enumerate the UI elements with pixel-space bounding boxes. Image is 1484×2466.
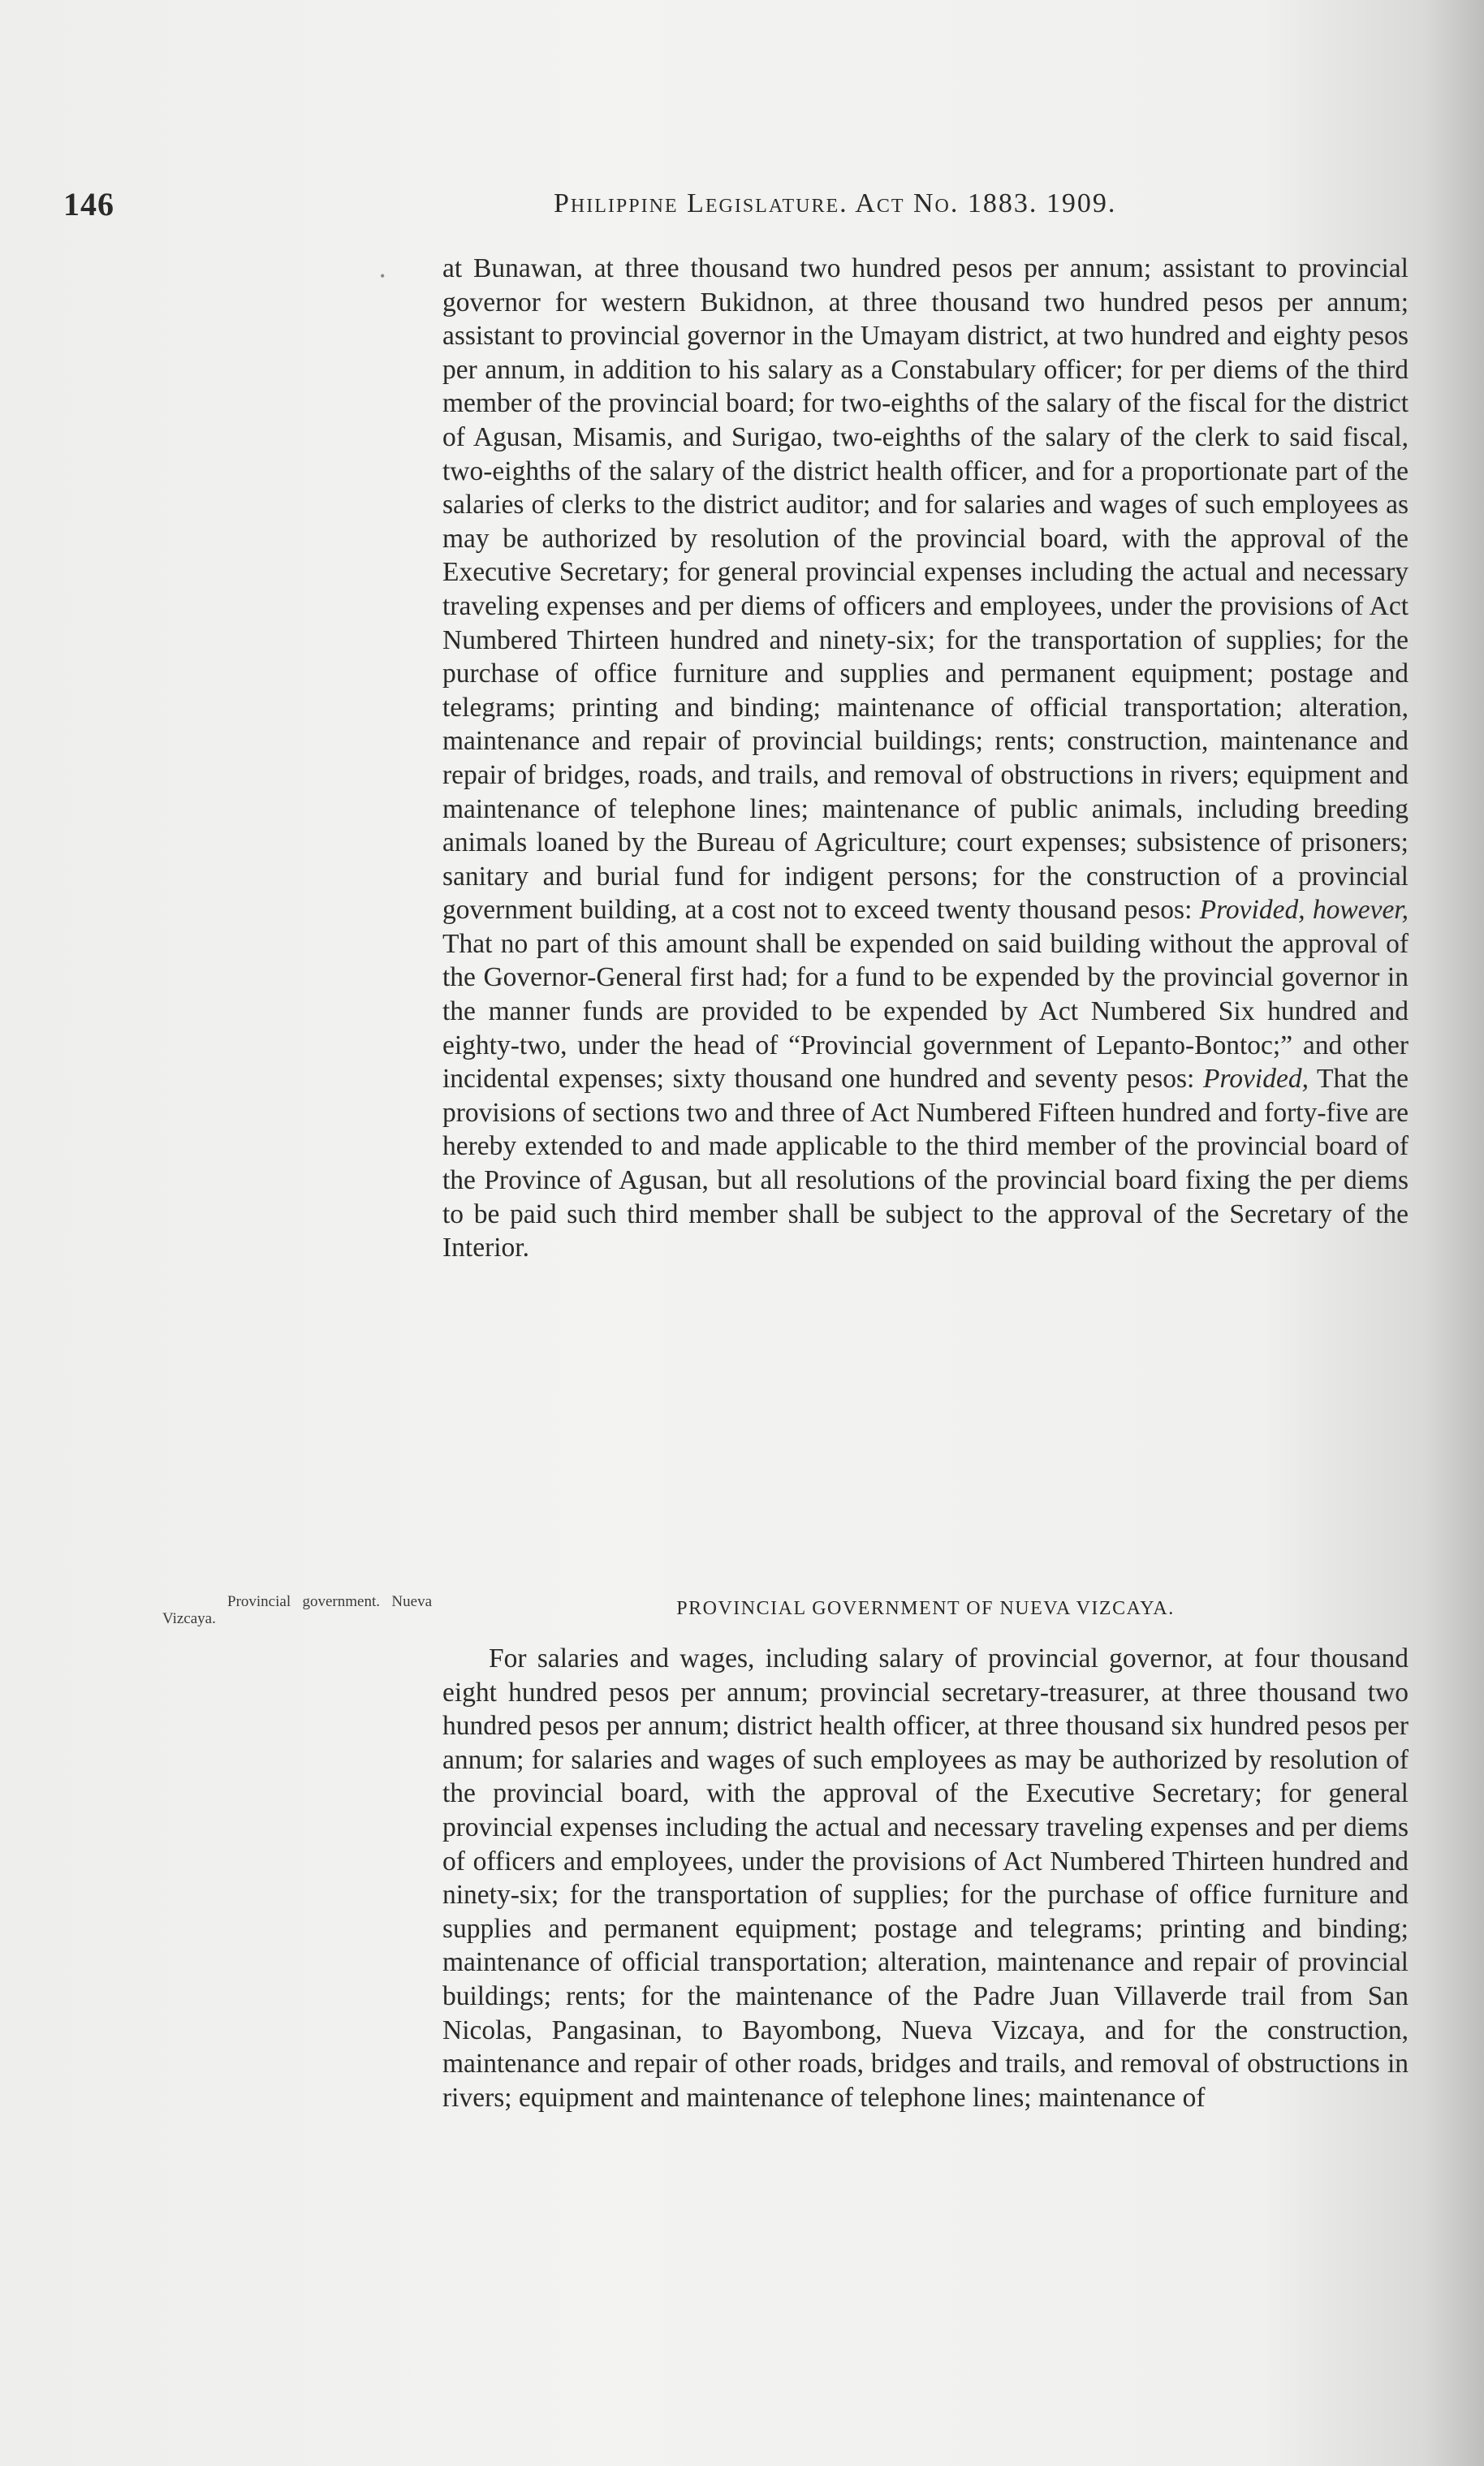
body-text-agusan — [442, 252, 1409, 1265]
body-text-nueva-vizcaya — [442, 1642, 1409, 2114]
running-title: Philippine Legislature. Act No. 1883. 1909. — [554, 188, 1117, 218]
margin-sidenote — [162, 1593, 432, 1627]
margin-dot: • — [380, 268, 386, 284]
page-header — [63, 185, 1322, 227]
text-run: That the provisions of sections two and three of Act Numbered Fifteen hundred and forty-five are hereby extended to and made applicable to the third member of the provincial board of the Province of Agusan, but all resolutions of the provincial board fixing the per diems to be paid such third member shall be subject to the approval of the Secretary of the Interior. — [442, 1064, 1409, 1263]
page-number: 146 — [63, 186, 114, 222]
proviso-italic: Provided, — [1203, 1064, 1309, 1095]
sidenote-text: Provincial government. Nueva Vizcaya. — [162, 1593, 432, 1627]
section-heading: PROVINCIAL GOVERNMENT OF NUEVA VIZCAYA. — [676, 1598, 1175, 1619]
text-run: That no part of this amount shall be expended on said building without the approval of the Governor-General first had; for a fund to be expended by the provincial governor in the manner funds are provided to be expended by Act Numbered Six hundred and eighty-two, under the head of “Provincial government of Lepanto-Bontoc;” and other incidental expenses; sixty thousand one hundred and seventy pesos: — [442, 928, 1409, 1095]
paragraph-agusan — [442, 252, 1409, 1265]
text-run: at Bunawan, at three thousand two hundred pesos per annum; assistant to provincial governor for western Bukidnon, at three thousand two hundred pesos per annum; assistant to provincial governor in the Umayam district, at two hundred and eighty pesos per annum, in addition to his salary as a Constabulary officer; for per diems of the third member of the provincial board; for two-eighths of the salary of the fiscal for the district of Agusan, Misamis, and Surigao, two-eighths of the salary of the clerk to said fiscal, two-eighths of the salary of the district health officer, and for a proportionate part of the salaries of clerks to the district auditor; and for salaries and wages of such employees as may be authorized by resolution of the provincial board, with the approval of the Executive Secretary; for general provincial expenses including the actual and necessary traveling expenses and per diems of officers and employees, under the provisions of Act Numbered Thirteen hundred and ninety-six; for the transportation of supplies; for the purchase of office furniture and supplies and permanent equipment; postage and telegrams; printing and binding; maintenance of official transportation; alteration, maintenance and repair of provincial buildings; rents; construction, maintenance and repair of bridges, roads, and trails, and removal of obstructions in rivers; equipment and maintenance of telephone lines; maintenance of public animals, including breeding animals loaned by the Bureau of Agriculture; court expenses; subsistence of prisoners; sanitary and burial fund for indigent persons; for the construction of a provincial government building, at a cost not to exceed twenty thousand pesos: — [442, 253, 1409, 926]
paragraph-nueva-vizcaya: For salaries and wages, including salary of provincial governor, at four thousand eight hundred pesos per annum; provincial secretary-treasurer, at three thousand two hundred pesos per annum; district health officer, at three thousand six hundred pesos per annum; for salaries and wages of such employees as may be authorized by resolution of the provincial board, with the approval of the Executive Secretary; for general provincial expenses including the actual and necessary traveling expenses and per diems of officers and employees, under the provisions of Act Numbered Thirteen hundred and ninety-six; for the transportation of supplies; for the purchase of office furniture and supplies and permanent equipment; postage and telegrams; printing and binding; maintenance of official transportation; alteration, maintenance and repair of provincial buildings; rents; for the maintenance of the Padre Juan Villaverde trail from San Nicolas, Pangasinan, to Bayombong, Nueva Vizcaya, and for the construction, maintenance and repair of other roads, bridges and trails, and removal of obstructions in rivers; equipment and maintenance of telephone lines; maintenance of — [442, 1643, 1409, 2113]
proviso-italic: Provided, however, — [1199, 895, 1409, 926]
